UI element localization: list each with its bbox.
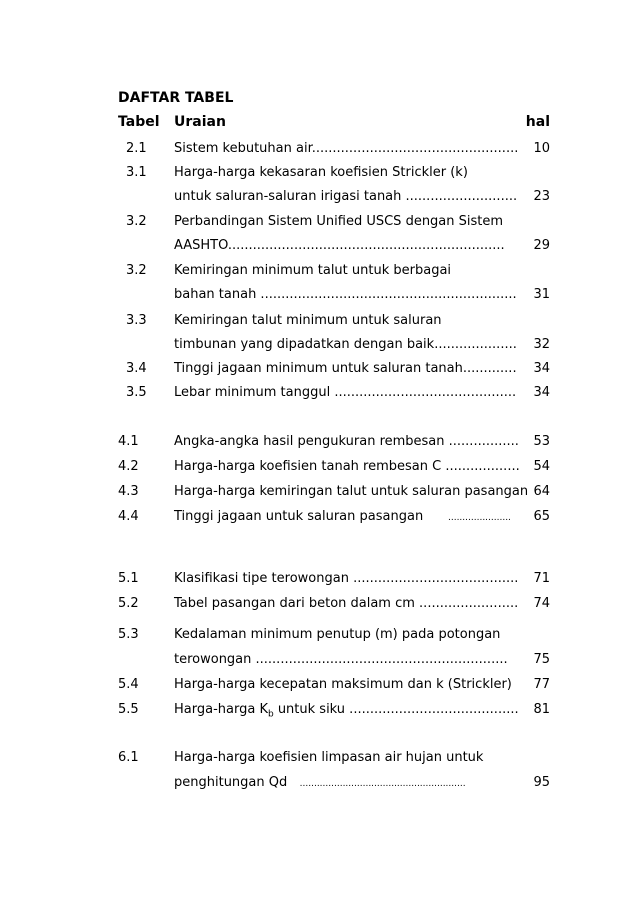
table-caption: Kedalaman minimum penutup (m) pada potongan [174, 627, 501, 642]
table-number: 2.1 [126, 141, 147, 156]
table-caption: Harga-harga kemiringan talut untuk saluran pasangan [174, 484, 529, 499]
table-number: 3.3 [126, 313, 147, 328]
table-caption-cont: bahan tanah .............................................................. [174, 287, 517, 302]
table-caption: Harga-harga kecepatan maksimum dan k (Strickler) [174, 677, 512, 692]
table-number: 5.2 [118, 596, 139, 611]
table-number: 3.1 [126, 165, 147, 180]
table-number: 6.1 [118, 750, 139, 765]
page-number: 31 [533, 287, 550, 302]
table-caption-cont: terowongan ............................................................. [174, 652, 508, 667]
table-caption: Sistem kebutuhan air.................................................. [174, 141, 519, 156]
page-number: 77 [533, 677, 550, 692]
table-caption [174, 509, 511, 524]
table-caption: Harga-harga koefisien limpasan air hujan untuk [174, 750, 484, 765]
table-caption: Angka-angka hasil pengukuran rembesan ................. [174, 434, 519, 449]
header-hal: hal [525, 114, 550, 130]
page-number: 95 [533, 775, 550, 790]
table-caption: Tabel pasangan dari beton dalam cm ........................ [174, 596, 519, 611]
table-caption: Tinggi jagaan minimum untuk saluran tanah............. [174, 361, 517, 376]
page-number: 34 [533, 385, 550, 400]
table-number: 5.5 [118, 702, 139, 717]
page-number: 23 [533, 189, 550, 204]
table-number: 3.4 [126, 361, 147, 376]
table-caption: Lebar minimum tanggul ............................................ [174, 385, 517, 400]
table-caption: Perbandingan Sistem Unified USCS dengan Sistem [174, 214, 504, 229]
table-caption-cont: timbunan yang dipadatkan dengan baik.................... [174, 337, 517, 352]
page-number: 10 [533, 141, 550, 156]
page-number: 64 [533, 484, 550, 499]
page-number: 34 [533, 361, 550, 376]
page-number: 75 [533, 652, 550, 667]
page-number: 32 [533, 337, 550, 352]
table-caption-cont [174, 775, 466, 790]
leader-dots: ...................... [447, 513, 511, 523]
table-caption: Harga-harga kekasaran koefisien Strickler (k) [174, 165, 468, 180]
caption-text-rest: untuk siku ......................................... [273, 702, 519, 717]
table-number: 3.2 [126, 214, 147, 229]
subscript: b [267, 709, 274, 720]
table-caption: Kemiringan minimum talut untuk berbagai [174, 263, 452, 278]
caption-text: Tinggi jagaan untuk saluran pasangan [174, 509, 424, 524]
table-number: 4.2 [118, 459, 139, 474]
table-caption [174, 702, 519, 720]
table-number: 3.2 [126, 263, 147, 278]
page-number: 53 [533, 434, 550, 449]
table-number: 4.3 [118, 484, 139, 499]
leader-dots: .......................................................... [299, 779, 466, 789]
header-tabel: Tabel [118, 114, 160, 130]
table-number: 4.4 [118, 509, 139, 524]
page-number: 54 [533, 459, 550, 474]
page-number: 29 [533, 238, 550, 253]
page-number: 71 [533, 571, 550, 586]
caption-text: penghitungan Qd [174, 775, 288, 790]
table-number: 5.4 [118, 677, 139, 692]
page-number: 65 [533, 509, 550, 524]
table-caption-cont: AASHTO................................................................... [174, 238, 505, 253]
caption-text: Harga-harga K [174, 702, 268, 717]
page-number: 81 [533, 702, 550, 717]
table-number: 5.3 [118, 627, 139, 642]
table-caption: Harga-harga koefisien tanah rembesan C .................. [174, 459, 520, 474]
table-caption: Kemiringan talut minimum untuk saluran [174, 313, 442, 328]
table-number: 5.1 [118, 571, 139, 586]
table-caption-cont: untuk saluran-saluran irigasi tanah ........................... [174, 189, 518, 204]
header-uraian: Uraian [174, 114, 226, 130]
page-number: 74 [533, 596, 550, 611]
table-caption: Klasifikasi tipe terowongan ........................................ [174, 571, 519, 586]
document-title: DAFTAR TABEL [118, 90, 234, 106]
table-number: 3.5 [126, 385, 147, 400]
table-number: 4.1 [118, 434, 139, 449]
